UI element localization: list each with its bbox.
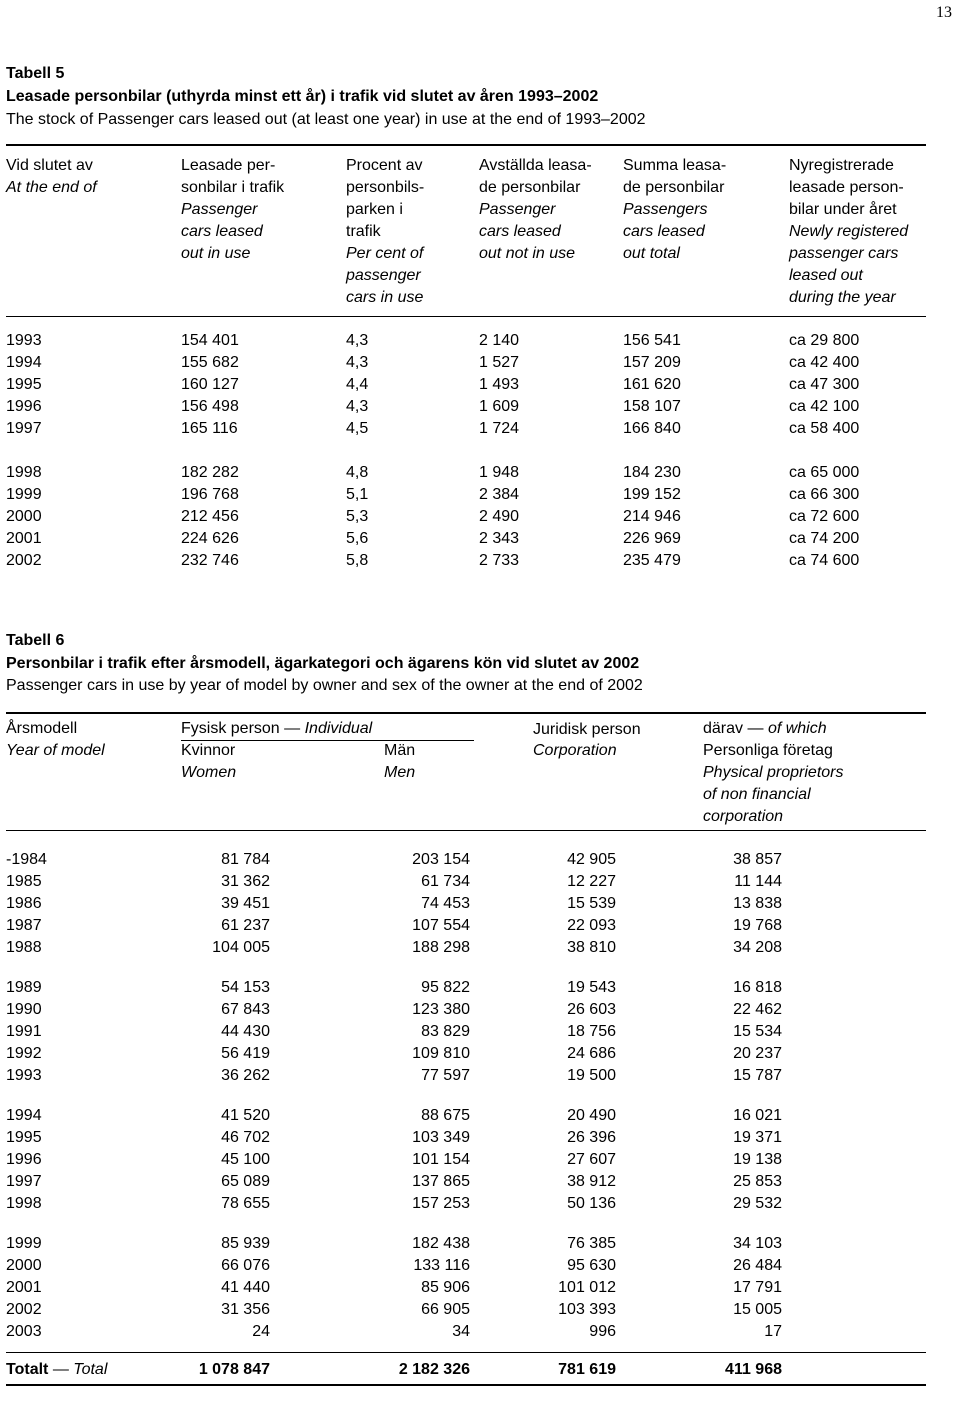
table6-cell: 88 675 (421, 1107, 470, 1124)
table6-cell: 22 462 (733, 1001, 782, 1018)
table6-cell: 15 534 (733, 1023, 782, 1040)
h-fysisk-en: Individual (304, 720, 373, 737)
table6-cell: 19 138 (733, 1151, 782, 1168)
table5-header-leased-in-use-line: Passenger (181, 201, 258, 218)
table5-header-not-in-use-line: out not in use (479, 245, 576, 262)
table5-cell: 160 127 (181, 376, 239, 393)
table6-cell: 137 865 (412, 1173, 470, 1190)
table5-cell: 232 746 (181, 552, 239, 569)
table6-cell: 83 829 (421, 1023, 470, 1040)
table6-cell: 34 (452, 1323, 470, 1340)
table5-cell: 196 768 (181, 486, 239, 503)
table5-header-not-in-use-line: de personbilar (479, 179, 581, 196)
table6-row-year: 1990 (6, 1001, 42, 1018)
table6-cell: 42 905 (567, 851, 616, 868)
table6-bottom-rule (6, 1384, 926, 1386)
table5-cell: 2 140 (479, 332, 520, 349)
table5-cell: 2 490 (479, 508, 520, 525)
table6-cell: 36 262 (221, 1067, 270, 1084)
table6-cell: 85 906 (421, 1279, 470, 1296)
table6-cell: 66 076 (221, 1257, 270, 1274)
table5-header-year-line: Vid slutet av (6, 157, 93, 174)
table6-cell: 85 939 (221, 1235, 270, 1252)
table6-cell: 81 784 (221, 851, 270, 868)
table5-cell: 165 116 (181, 420, 238, 437)
table6-row-year: 1988 (6, 939, 42, 956)
table5-cell: 5,6 (346, 530, 369, 547)
table5-header-newly-registered-line: leased out (789, 267, 863, 284)
table6-cell: 54 153 (221, 979, 270, 996)
total-sv: Totalt (6, 1361, 49, 1378)
table6-cell: 16 818 (733, 979, 782, 996)
table5-header-percent-line: parken i (346, 201, 403, 218)
h-darav-sv: därav (703, 720, 744, 737)
table5-cell: 5,8 (346, 552, 369, 569)
table6-row-year: 1999 (6, 1235, 42, 1252)
table5-cell: 224 626 (181, 530, 239, 547)
table5-header-leased-in-use-line: Leasade per- (181, 157, 276, 174)
table6-cell: 74 453 (421, 895, 470, 912)
table6-cell: 17 791 (733, 1279, 782, 1296)
table6-label: Tabell 6 (6, 632, 65, 649)
table6-cell: 25 853 (733, 1173, 782, 1190)
table5-header-newly-registered-line: during the year (789, 289, 896, 306)
table5-cell: 226 969 (623, 530, 681, 547)
table5-cell: ca 58 400 (789, 420, 860, 437)
table5-header-not-in-use-line: cars leased (479, 223, 561, 240)
table6-row-year: 1997 (6, 1173, 42, 1190)
table6-row-year: 1992 (6, 1045, 42, 1062)
table5-header-leased-in-use-line: sonbilar i trafik (181, 179, 285, 196)
table6-cell: 31 356 (221, 1301, 270, 1318)
table6-cell: 76 385 (567, 1235, 616, 1252)
table6-cell: 67 843 (221, 1001, 270, 1018)
table5-cell: 4,8 (346, 464, 369, 481)
table6-cell: 41 440 (221, 1279, 270, 1296)
table6-cell: 103 349 (412, 1129, 470, 1146)
table5-cell: 158 107 (623, 398, 681, 415)
table5-row-year: 1995 (6, 376, 42, 393)
table6-row-year: 1987 (6, 917, 42, 934)
table6-cell: 38 912 (567, 1173, 616, 1190)
table6-cell: 12 227 (567, 873, 616, 890)
table6-cell: 19 371 (733, 1129, 782, 1146)
page-number: 13 (936, 4, 952, 21)
table5-header-percent-line: cars in use (346, 289, 424, 306)
table5-header-newly-registered-line: passenger cars (789, 245, 899, 262)
table6-cell: 15 539 (567, 895, 616, 912)
table6-cell: 101 012 (558, 1279, 616, 1296)
table5-cell: 1 493 (479, 376, 520, 393)
table5-cell: 155 682 (181, 354, 239, 371)
table6-h-jur-sv: Juridisk person (533, 721, 641, 738)
table6-row-year: 2000 (6, 1257, 42, 1274)
total-en: Total (73, 1361, 108, 1378)
table6-cell: 22 093 (567, 917, 616, 934)
table6-title-sv: Personbilar i trafik efter årsmodell, ägarkategori och ägarens kön vid slutet av 2002 (6, 655, 640, 672)
table5-cell: 4,3 (346, 398, 369, 415)
table6-title-en: Passenger cars in use by year of model by owner and sex of the owner at the end of 2002 (6, 677, 643, 694)
table5-cell: 1 948 (479, 464, 520, 481)
table5-cell: 156 498 (181, 398, 239, 415)
table5-cell: ca 47 300 (789, 376, 860, 393)
table6-cell: 61 237 (221, 917, 270, 934)
table5-header-not-in-use-line: Avställda leasa- (479, 157, 592, 174)
table6-cell: 15 005 (733, 1301, 782, 1318)
table5-label: Tabell 5 (6, 65, 65, 82)
table6-cell: 26 603 (567, 1001, 616, 1018)
table5-cell: 2 733 (479, 552, 520, 569)
table5-row-year: 1997 (6, 420, 42, 437)
table5-cell: 157 209 (623, 354, 681, 371)
table5-cell: 154 401 (181, 332, 239, 349)
table5-title-en: The stock of Passenger cars leased out (at least one year) in use at the end of 1993–2002 (6, 111, 646, 128)
table6-cell: 19 500 (567, 1067, 616, 1084)
table5-cell: ca 72 600 (789, 508, 860, 525)
table5-header-not-in-use-line: Passenger (479, 201, 556, 218)
table6-cell: 46 702 (221, 1129, 270, 1146)
table5-row-year: 2002 (6, 552, 42, 569)
table6-cell: 107 554 (412, 917, 470, 934)
table6-h-pers-ftg: Personliga företag (703, 742, 833, 759)
table5-row-year: 2001 (6, 530, 42, 547)
table6-cell: 29 532 (733, 1195, 782, 1212)
h-darav-dash: — (747, 720, 764, 737)
table6-cell: 50 136 (567, 1195, 616, 1212)
table5-header-year-line: At the end of (6, 179, 97, 196)
table6-cell: 95 822 (421, 979, 470, 996)
table6-cell: 20 237 (733, 1045, 782, 1062)
table6-cell: 45 100 (221, 1151, 270, 1168)
table6-cell: 56 419 (221, 1045, 270, 1062)
table6-h-individual (181, 718, 372, 740)
table6-cell: 203 154 (412, 851, 470, 868)
table6-cell: 103 393 (558, 1301, 616, 1318)
table6-cell: 101 154 (412, 1151, 470, 1168)
table6-total-corporation: 781 619 (558, 1361, 616, 1378)
table6-cell: 15 787 (733, 1067, 782, 1084)
table5-header-newly-registered-line: Newly registered (789, 223, 909, 240)
table6-h-jur-en: Corporation (533, 742, 617, 759)
table6-cell: 26 484 (733, 1257, 782, 1274)
table5-cell: ca 66 300 (789, 486, 860, 503)
table6-cell: 996 (589, 1323, 616, 1340)
table5-cell: 4,3 (346, 332, 369, 349)
table5-cell: 5,1 (346, 486, 369, 503)
table5-cell: 161 620 (623, 376, 681, 393)
table5-cell: ca 42 100 (789, 398, 860, 415)
table5-header-total-line: Summa leasa- (623, 157, 727, 174)
table5-cell: 182 282 (181, 464, 239, 481)
table6-cell: 65 089 (221, 1173, 270, 1190)
table6-cell: 61 734 (421, 873, 470, 890)
table5-header-total-line: cars leased (623, 223, 705, 240)
table5-row-year: 2000 (6, 508, 42, 525)
table6-cell: 123 380 (412, 1001, 470, 1018)
h-fysisk-sv: Fysisk person (181, 720, 280, 737)
table6-cell: 188 298 (412, 939, 470, 956)
table6-header-rule (6, 830, 926, 831)
table6-cell: 18 756 (567, 1023, 616, 1040)
table5-cell: 4,5 (346, 420, 369, 437)
table5-cell: ca 65 000 (789, 464, 860, 481)
table6-row-year: 1995 (6, 1129, 42, 1146)
table6-cell: 27 607 (567, 1151, 616, 1168)
table5-header-total-line: Passengers (623, 201, 708, 218)
table5-cell: 212 456 (181, 508, 239, 525)
table5-title-sv: Leasade personbilar (uthyrda minst ett år) i trafik vid slutet av åren 1993–2002 (6, 88, 599, 105)
table6-cell: 19 543 (567, 979, 616, 996)
table6-cell: 19 768 (733, 917, 782, 934)
table6-h-phys-1: Physical proprietors (703, 764, 844, 781)
table6-total-proprietors: 411 968 (725, 1361, 782, 1378)
table6-total-rule (6, 1352, 926, 1353)
table6-h-man: Män (384, 742, 416, 759)
table5-cell: ca 74 600 (789, 552, 860, 569)
table6-row-year: 1989 (6, 979, 42, 996)
table5-header-newly-registered-line: bilar under året (789, 201, 897, 218)
table5-cell: 1 609 (479, 398, 520, 415)
table6-cell: 39 451 (221, 895, 270, 912)
table6-h-men: Men (384, 764, 416, 781)
table6-cell: 157 253 (412, 1195, 470, 1212)
table6-cell: 26 396 (567, 1129, 616, 1146)
table6-cell: 16 021 (733, 1107, 782, 1124)
table6-total-men: 2 182 326 (398, 1361, 470, 1378)
table5-cell: 235 479 (623, 552, 681, 569)
table5-cell: 5,3 (346, 508, 369, 525)
table5-row-year: 1993 (6, 332, 42, 349)
table5-row-year: 1996 (6, 398, 42, 415)
table6-cell: 109 810 (412, 1045, 470, 1062)
table5-cell: 2 384 (479, 486, 520, 503)
table6-h-phys-3: corporation (703, 808, 784, 825)
table6-row-year: 1996 (6, 1151, 42, 1168)
table6-row-year: -1984 (6, 851, 47, 868)
table6-cell: 24 (252, 1323, 270, 1340)
table5-header-rule (6, 316, 926, 317)
table5-header-percent-line: passenger (346, 267, 421, 284)
table6-cell: 34 103 (733, 1235, 782, 1252)
table6-h-phys-2: of non financial (703, 786, 811, 803)
table6-total-label (6, 1359, 107, 1381)
table5-row-year: 1994 (6, 354, 42, 371)
table6-row-year: 2001 (6, 1279, 42, 1296)
table6-h-year-sv: Årsmodell (6, 720, 78, 737)
table5-cell: ca 42 400 (789, 354, 860, 371)
table6-row-year: 1985 (6, 873, 42, 890)
table6-cell: 95 630 (567, 1257, 616, 1274)
table6-cell: 44 430 (221, 1023, 270, 1040)
table6-cell: 38 857 (733, 851, 782, 868)
table5-cell: ca 74 200 (789, 530, 860, 547)
table5-header-newly-registered-line: Nyregistrerade (789, 157, 894, 174)
table5-cell: 184 230 (623, 464, 681, 481)
table6-h-women: Women (181, 764, 237, 781)
table6-cell: 182 438 (412, 1235, 470, 1252)
table5-cell: 4,3 (346, 354, 369, 371)
table5-header-leased-in-use-line: cars leased (181, 223, 263, 240)
table6-top-rule (6, 712, 926, 714)
table5-header-percent-line: Per cent of (346, 245, 424, 262)
table5-cell: 166 840 (623, 420, 681, 437)
table5-row-year: 1998 (6, 464, 42, 481)
table6-total-women: 1 078 847 (198, 1361, 270, 1378)
table6-row-year: 1994 (6, 1107, 42, 1124)
table6-cell: 77 597 (421, 1067, 470, 1084)
h-darav-en: of which (767, 720, 827, 737)
table5-cell: ca 29 800 (789, 332, 860, 349)
table6-h-darav (703, 718, 827, 740)
table5-cell: 1 724 (479, 420, 520, 437)
table6-cell: 38 810 (567, 939, 616, 956)
table6-row-year: 1991 (6, 1023, 42, 1040)
table6-cell: 11 144 (734, 873, 782, 890)
table6-cell: 20 490 (567, 1107, 616, 1124)
table5-cell: 4,4 (346, 376, 369, 393)
table5-cell: 2 343 (479, 530, 520, 547)
table6-cell: 17 (764, 1323, 782, 1340)
table5-cell: 156 541 (623, 332, 681, 349)
table5-header-total-line: de personbilar (623, 179, 725, 196)
table5-row-year: 1999 (6, 486, 42, 503)
total-dash: — (52, 1361, 69, 1378)
table5-header-percent-line: trafik (346, 223, 381, 240)
h-fysisk-dash: — (284, 720, 301, 737)
table6-h-year-en: Year of model (6, 742, 105, 759)
table6-row-year: 2002 (6, 1301, 42, 1318)
table6-cell: 31 362 (221, 873, 270, 890)
table6-cell: 104 005 (212, 939, 270, 956)
table6-row-year: 2003 (6, 1323, 42, 1340)
table5-top-rule (6, 144, 926, 146)
table5-header-percent-line: personbils- (346, 179, 425, 196)
table5-header-total-line: out total (623, 245, 680, 262)
table5-cell: 199 152 (623, 486, 681, 503)
table6-cell: 133 116 (413, 1257, 470, 1274)
table6-cell: 34 208 (733, 939, 782, 956)
table6-row-year: 1986 (6, 895, 42, 912)
table5-header-newly-registered-line: leasade person- (789, 179, 904, 196)
table6-cell: 78 655 (221, 1195, 270, 1212)
table6-cell: 13 838 (733, 895, 782, 912)
table6-cell: 24 686 (567, 1045, 616, 1062)
table6-row-year: 1998 (6, 1195, 42, 1212)
table6-row-year: 1993 (6, 1067, 42, 1084)
table6-cell: 41 520 (221, 1107, 270, 1124)
table5-header-percent-line: Procent av (346, 157, 423, 174)
table5-cell: 214 946 (623, 508, 681, 525)
table5-header-leased-in-use-line: out in use (181, 245, 251, 262)
table5-cell: 1 527 (479, 354, 520, 371)
table6-h-kvinnor: Kvinnor (181, 742, 236, 759)
table6-cell: 66 905 (421, 1301, 470, 1318)
